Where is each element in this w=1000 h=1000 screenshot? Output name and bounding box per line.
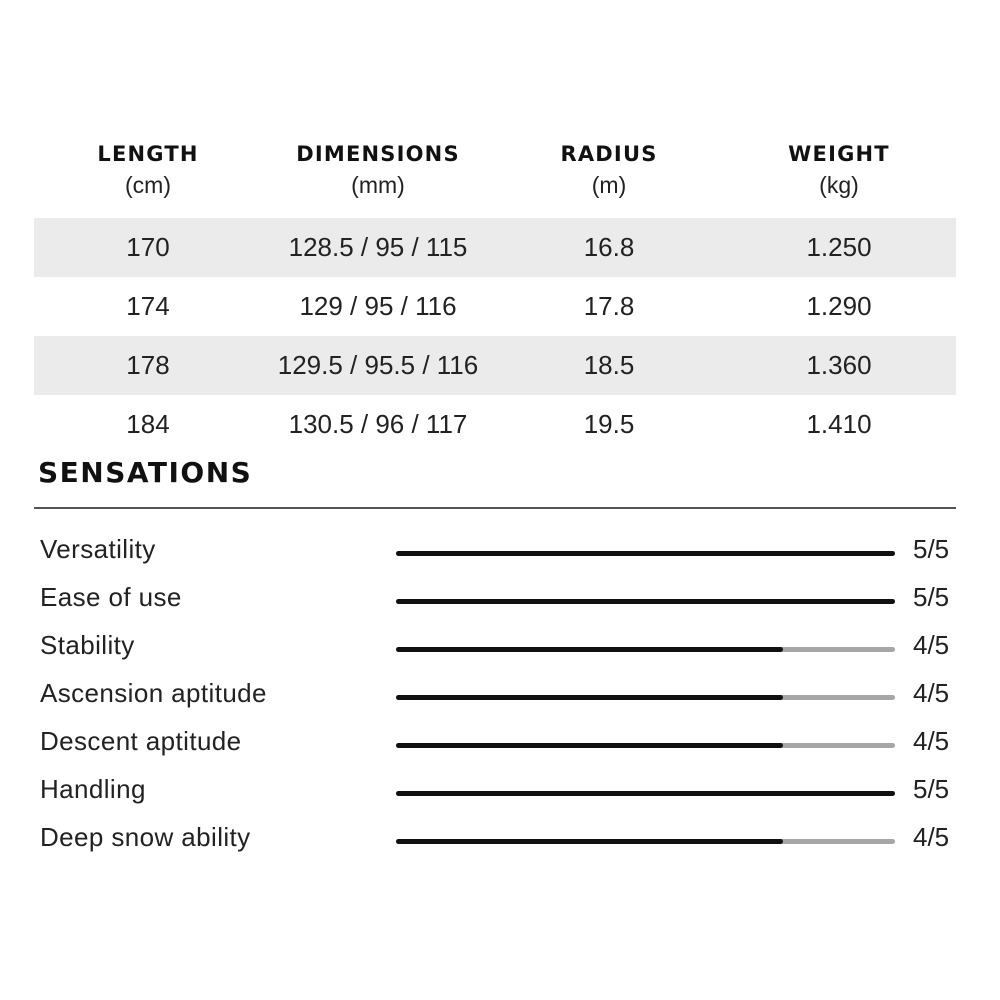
rating-bar-fill bbox=[396, 743, 783, 748]
rating-bar bbox=[396, 839, 895, 844]
sensation-score: 5/5 bbox=[913, 534, 950, 564]
column-name: WEIGHT bbox=[788, 142, 890, 166]
cell-radius: 18.5 bbox=[583, 350, 635, 380]
sensation-label: Deep snow ability bbox=[40, 822, 251, 852]
column-name: DIMENSIONS bbox=[296, 142, 460, 166]
column-unit: (kg) bbox=[819, 172, 859, 198]
sensation-label: Versatility bbox=[40, 534, 156, 564]
rating-bar-fill bbox=[396, 791, 895, 796]
rating-bar-fill bbox=[396, 839, 783, 844]
cell-length: 174 bbox=[126, 291, 170, 321]
cell-dimensions: 130.5 / 96 / 117 bbox=[288, 409, 468, 439]
column-unit: (mm) bbox=[351, 172, 405, 198]
column-header-length bbox=[97, 140, 198, 202]
specs-table-body bbox=[34, 218, 956, 454]
sensation-score: 4/5 bbox=[913, 678, 950, 708]
specs-table-header bbox=[34, 140, 956, 210]
rating-bar bbox=[396, 791, 895, 796]
section-divider bbox=[34, 507, 956, 509]
rating-bar bbox=[396, 743, 895, 748]
column-name: RADIUS bbox=[560, 142, 658, 166]
cell-radius: 17.8 bbox=[583, 291, 635, 321]
column-header-radius bbox=[560, 140, 657, 202]
cell-weight: 1.410 bbox=[806, 409, 872, 439]
cell-length: 170 bbox=[126, 232, 170, 262]
rating-bar-fill bbox=[396, 647, 783, 652]
table-row bbox=[34, 336, 956, 395]
cell-weight: 1.360 bbox=[806, 350, 872, 380]
sensation-label: Ascension aptitude bbox=[40, 678, 267, 708]
cell-radius: 19.5 bbox=[583, 409, 635, 439]
cell-weight: 1.290 bbox=[806, 291, 872, 321]
cell-weight: 1.250 bbox=[806, 232, 872, 262]
table-row bbox=[34, 277, 956, 336]
sensation-label: Ease of use bbox=[40, 582, 182, 612]
rating-bar-fill bbox=[396, 551, 895, 556]
sensation-row-stability bbox=[0, 624, 1000, 672]
sensation-score: 4/5 bbox=[913, 630, 950, 660]
sensation-row-ascension-aptitude bbox=[0, 672, 1000, 720]
cell-dimensions: 129 / 95 / 116 bbox=[299, 291, 457, 321]
column-unit: (m) bbox=[591, 172, 627, 198]
rating-bar-fill bbox=[396, 599, 895, 604]
sensations-list bbox=[0, 528, 1000, 864]
sensation-label: Handling bbox=[40, 774, 146, 804]
column-unit: (cm) bbox=[125, 172, 171, 198]
table-row bbox=[34, 218, 956, 277]
sensation-row-ease-of-use bbox=[0, 576, 1000, 624]
cell-dimensions: 129.5 / 95.5 / 116 bbox=[277, 350, 479, 380]
sensation-label: Stability bbox=[40, 630, 135, 660]
rating-bar bbox=[396, 695, 895, 700]
column-header-dimensions bbox=[296, 140, 460, 202]
sensation-row-versatility bbox=[0, 528, 1000, 576]
sensation-row-handling bbox=[0, 768, 1000, 816]
sensation-score: 5/5 bbox=[913, 774, 950, 804]
column-header-weight bbox=[788, 140, 890, 202]
cell-dimensions: 128.5 / 95 / 115 bbox=[288, 232, 468, 262]
sensation-score: 4/5 bbox=[913, 822, 950, 852]
sensation-row-deep-snow-ability bbox=[0, 816, 1000, 864]
rating-bar bbox=[396, 551, 895, 556]
cell-length: 178 bbox=[126, 350, 170, 380]
table-row bbox=[34, 395, 956, 454]
rating-bar bbox=[396, 599, 895, 604]
rating-bar-fill bbox=[396, 695, 783, 700]
cell-radius: 16.8 bbox=[583, 232, 635, 262]
sensation-row-descent-aptitude bbox=[0, 720, 1000, 768]
column-name: LENGTH bbox=[97, 142, 199, 166]
sensations-title: SENSATIONS bbox=[38, 456, 253, 489]
rating-bar bbox=[396, 647, 895, 652]
cell-length: 184 bbox=[126, 409, 170, 439]
sensation-score: 4/5 bbox=[913, 726, 950, 756]
sensation-score: 5/5 bbox=[913, 582, 950, 612]
sensation-label: Descent aptitude bbox=[40, 726, 242, 756]
